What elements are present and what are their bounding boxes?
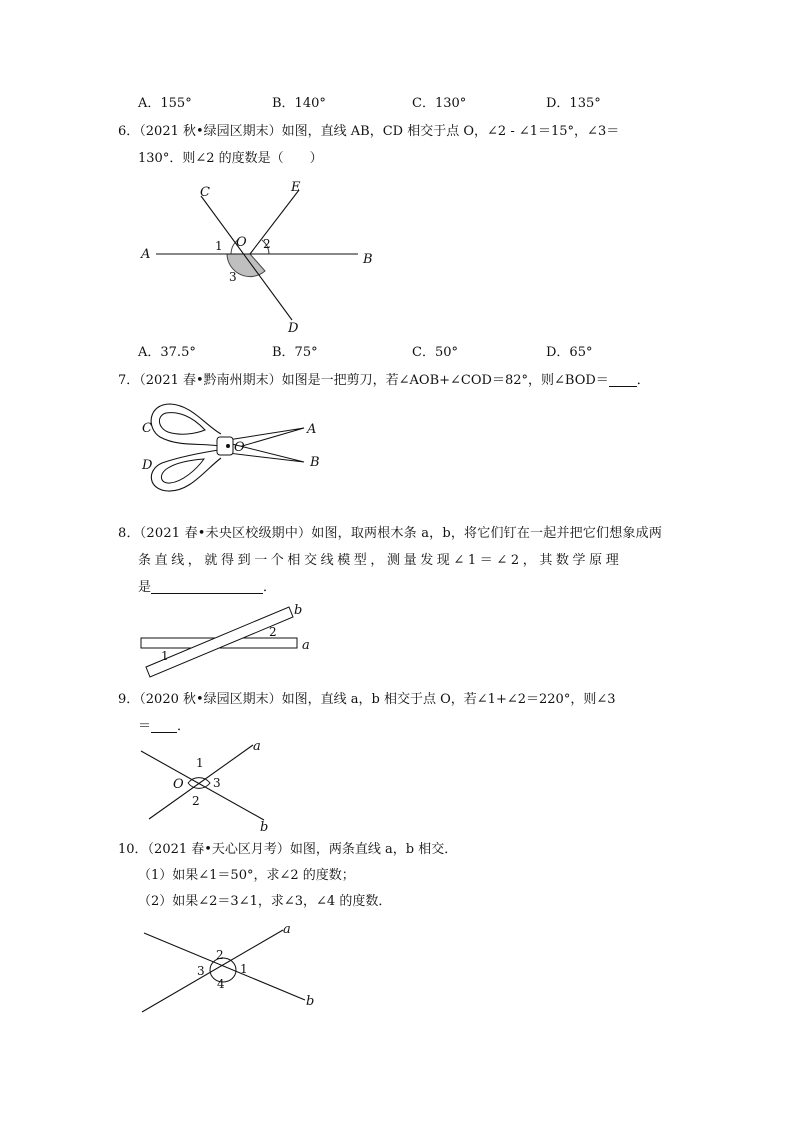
q6-label-c: C bbox=[200, 185, 210, 200]
q8-label-a: a bbox=[302, 638, 310, 653]
q9-label-o: O bbox=[173, 777, 184, 792]
q5-option-d[interactable]: D．135° bbox=[546, 96, 601, 111]
q6-option-d[interactable]: D．65° bbox=[546, 345, 593, 360]
q6-label-a: A bbox=[141, 247, 151, 262]
q9-text-end: ． bbox=[177, 719, 191, 734]
q9-text-line2-start: ＝ bbox=[138, 719, 152, 734]
q8-label-angle-2: 2 bbox=[269, 625, 277, 639]
q6-option-a[interactable]: A．37.5° bbox=[138, 345, 196, 360]
q7-text: 7．（2021 春•黔南州期末）如图是一把剪刀，若∠AOB+∠COD＝82°，则∠BOD＝ bbox=[118, 373, 609, 388]
q9-label-b: b bbox=[260, 820, 269, 835]
q6-label-angle-2: 2 bbox=[263, 237, 271, 251]
q7-label-a: A bbox=[307, 422, 317, 437]
q10-line-a bbox=[142, 930, 283, 1012]
q6-label-angle-3: 3 bbox=[229, 270, 237, 284]
q6-option-b[interactable]: B．75° bbox=[272, 345, 318, 360]
q8-text-line2: 条直线，就得到一个相交线模型，测量发现∠1＝∠2，其数学原理 bbox=[138, 553, 623, 568]
q10-label-angle-1: 1 bbox=[240, 962, 248, 976]
q10-sub-question-2: （2）如果∠2＝3∠1，求∠3，∠4 的度数． bbox=[138, 894, 392, 909]
q9-label-angle-3: 3 bbox=[213, 776, 221, 790]
q5-option-c[interactable]: C．130° bbox=[412, 96, 467, 111]
q6-label-d: D bbox=[288, 321, 299, 336]
q8-label-angle-1: 1 bbox=[161, 649, 169, 663]
q10-label-b: b bbox=[306, 994, 315, 1009]
q7-label-o: O bbox=[234, 440, 245, 455]
q8-text-end: ． bbox=[263, 580, 277, 595]
q7-label-d: D bbox=[142, 458, 153, 473]
q7-label-b: B bbox=[310, 455, 320, 470]
q10-label-angle-3: 3 bbox=[197, 964, 205, 978]
q8-text-line3-start: 是 bbox=[138, 580, 152, 595]
q8-text-line1: 8．（2021 春•未央区校级期中）如图，取两根木条 a，b，将它们钉在一起并把它们想象成两 bbox=[118, 526, 663, 541]
q6-text-line2: 130°．则∠2 的度数是（ ） bbox=[138, 151, 323, 166]
q9-label-a: a bbox=[253, 739, 261, 754]
q10-text-line1: 10．（2021 春•天心区月考）如图，两条直线 a，b 相交． bbox=[118, 842, 458, 857]
q10-sub-question-1: （1）如果∠1＝50°，求∠2 的度数； bbox=[138, 868, 355, 883]
q5-option-b[interactable]: B．140° bbox=[272, 96, 326, 111]
q8-label-b: b bbox=[294, 603, 303, 618]
q6-label-o: O bbox=[236, 235, 247, 250]
q6-label-e: E bbox=[291, 180, 301, 195]
q6-text-line1: 6．（2021 秋•绿园区期末）如图，直线 AB，CD 相交于点 O，∠2 - ∠1＝15°，∠3＝ bbox=[118, 124, 620, 139]
q10-label-angle-4: 4 bbox=[217, 977, 225, 991]
q6-label-angle-1: 1 bbox=[215, 239, 223, 253]
q6-option-c[interactable]: C．50° bbox=[412, 345, 458, 360]
q7-label-c: C bbox=[142, 421, 152, 436]
q10-label-angle-2: 2 bbox=[216, 948, 224, 962]
q7-text-end: ． bbox=[636, 373, 650, 388]
q6-label-b: B bbox=[363, 252, 373, 267]
q9-text-line1: 9．（2020 秋•绿园区期末）如图，直线 a，b 相交于点 O，若∠1+∠2＝220°，则∠3 bbox=[118, 692, 616, 707]
q10-label-a: a bbox=[283, 922, 291, 937]
q9-label-angle-2: 2 bbox=[192, 794, 200, 808]
q9-label-angle-1: 1 bbox=[196, 756, 204, 770]
q5-option-a[interactable]: A．155° bbox=[138, 96, 192, 111]
